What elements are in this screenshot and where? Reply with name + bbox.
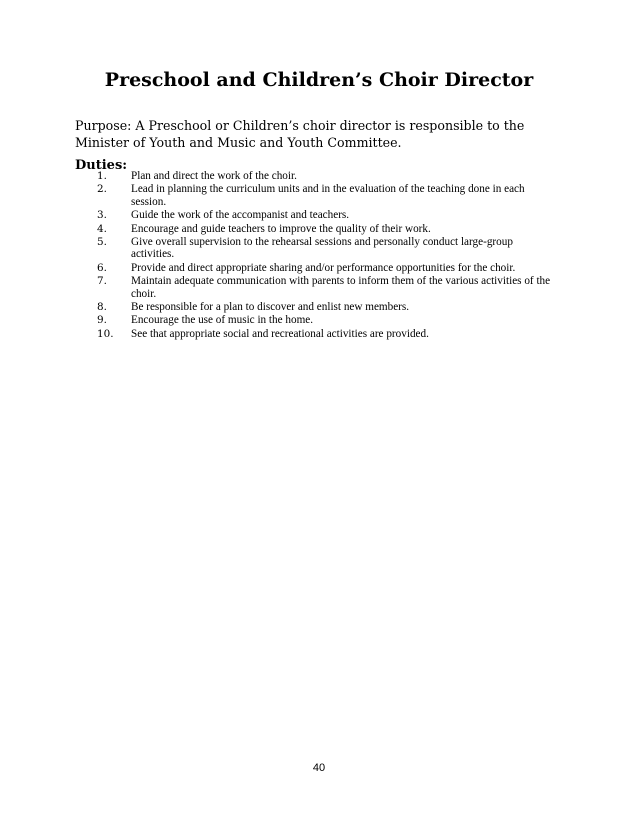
duty-text: Be responsible for a plan to discover and enlist new members.: [131, 301, 410, 314]
page-number: 40: [312, 762, 326, 774]
duty-item: [75, 275, 555, 300]
duties-list: [75, 170, 555, 341]
duty-text: Plan and direct the work of the choir.: [131, 170, 297, 182]
duty-text: Lead in planning the curriculum units and in the evaluation of the teaching done in each session.: [131, 183, 525, 208]
duty-item: [75, 223, 555, 235]
duty-number: 4.: [97, 222, 107, 235]
duty-item: [75, 301, 555, 313]
duty-number: 5.: [97, 236, 107, 249]
duty-text: Guide the work of the accompanist and teachers.: [131, 209, 350, 222]
duty-number: 7.: [97, 275, 107, 288]
duty-number: 8.: [97, 301, 107, 314]
duty-text: Give overall supervision to the rehearsal sessions and personally conduct large-group activities.: [131, 236, 513, 261]
duty-number: 9.: [97, 314, 107, 327]
duty-text: Encourage and guide teachers to improve the quality of their work.: [131, 222, 431, 235]
duty-text: See that appropriate social and recreational activities are provided.: [131, 327, 429, 340]
duty-text: Encourage the use of music in the home.: [131, 314, 314, 327]
duty-item: [75, 328, 555, 340]
duty-item: [75, 262, 555, 274]
duty-number: 10.: [97, 327, 114, 340]
duty-item: [75, 236, 555, 261]
duty-item: [75, 170, 555, 182]
duty-number: 2.: [97, 183, 107, 196]
duty-text: Maintain adequate communication with parents to inform them of the various activities of the choir.: [131, 275, 551, 300]
duty-number: 3.: [97, 209, 107, 222]
duty-number: 1.: [97, 170, 107, 182]
duty-text: Provide and direct appropriate sharing and/or performance opportunities for the choir.: [131, 261, 516, 274]
purpose-paragraph: Purpose: A Preschool or Children’s choir director is responsible to the Minister of Youth and Music and Youth Committee.: [75, 118, 525, 150]
duty-number: 6.: [97, 261, 107, 274]
duties-heading: Duties:: [75, 158, 128, 173]
duty-item: [75, 209, 555, 221]
duty-item: [75, 183, 555, 208]
document-title: Preschool and Children’s Choir Director: [104, 69, 534, 91]
duty-item: [75, 314, 555, 326]
